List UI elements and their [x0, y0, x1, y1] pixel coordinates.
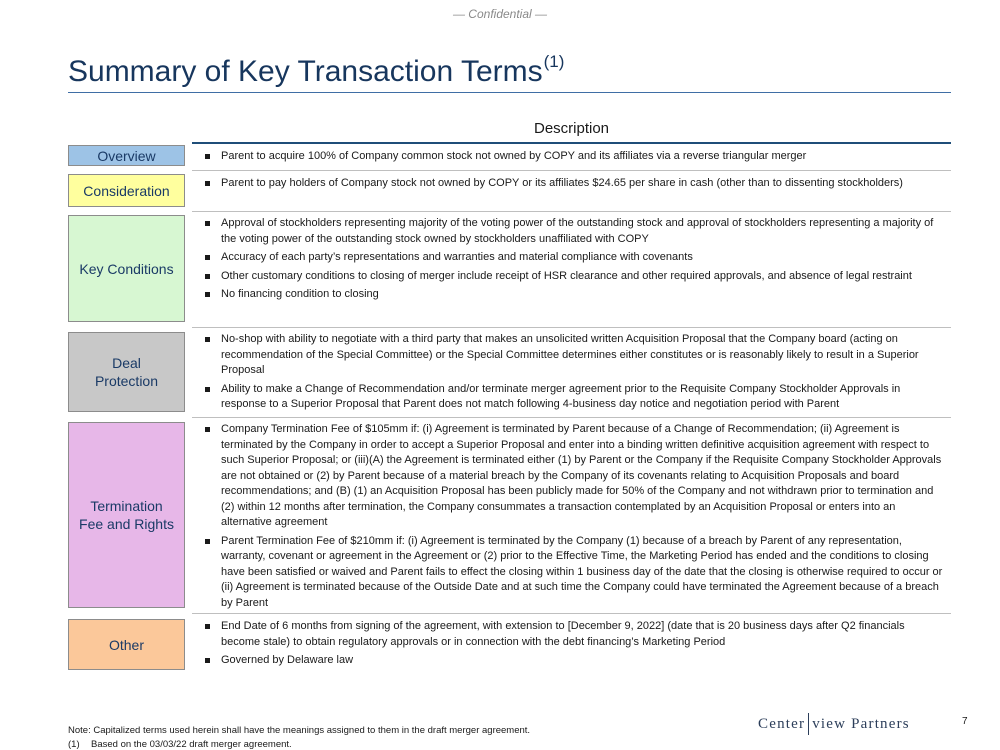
- bullet-item: No-shop with ability to negotiate with a third party that makes an unsolicited written Acquisition Proposal that the Company board (acting on recommendation of the Special Committee) or the Special Committee determines either constitutes or is reasonably likely to result in a Superior Proposal: [204, 332, 944, 379]
- footnote-1-number: (1): [68, 738, 80, 750]
- label-consideration: [68, 174, 185, 207]
- bullet-item: Other customary conditions to closing of merger include receipt of HSR clearance and other required approvals, and absence of legal restraint: [204, 269, 944, 285]
- page-title-text: Summary of Key Transaction Terms: [68, 55, 543, 88]
- bullets-deal-protection: [204, 332, 944, 416]
- label-termination: [68, 422, 185, 608]
- label-overview: [68, 145, 185, 166]
- bullet-item: Company Termination Fee of $105mm if: (i) Agreement is terminated by Parent because of a Change of Recommendation; (ii) Agreement is terminated by the Company in order to accept a Superior Proposal and enter into a binding written definitive acquisition agreement with respect to such Superior Proposal; or (iii)(A) the Agreement is terminated either (1) by Parent or the Company if the Requisite Company Stockholder Approvals are not obtained or (2) by Parent because of a material breach by the Company of its covenants relating to Acquisition Proposals and board recommendations; and (B) (1) an Acquisition Proposal has been publicly made for 50% of the Company and not withdrawn prior to termination and (2) within 12 months after termination, the Company consummates a transaction contemplated by an Acquisition Proposal or enters into an alternative agreement: [204, 422, 944, 531]
- confidential-header: — Confidential —: [452, 7, 548, 21]
- bullet-item: End Date of 6 months from signing of the agreement, with extension to [December 9, 2022] (date that is 20 business days after Q2 financials become stale) to obtain regulatory approvals or in connection with the debt financing’s Marketing Period: [204, 619, 944, 650]
- title-rule: [68, 92, 951, 93]
- title-footnote-marker: (1): [543, 52, 565, 71]
- bullet-item: Governed by Delaware law: [204, 653, 944, 669]
- label-other: [68, 619, 185, 670]
- bullets-key-conditions: [204, 216, 944, 306]
- bullet-item: Ability to make a Change of Recommendation and/or terminate merger agreement prior to the Requisite Company Stockholder Approvals in response to a Superior Proposal that Parent does not match following 4-business day notice and negotiation period with Parent: [204, 382, 944, 413]
- logo-text-right: view Partners: [812, 715, 910, 732]
- bullet-item: Parent to pay holders of Company stock not owned by COPY or its affiliates $24.65 per share in cash (other than to dissenting stockholders): [204, 176, 944, 192]
- page-title: [68, 52, 564, 89]
- label-consideration-text: Consideration: [83, 182, 170, 199]
- label-deal-protection: [68, 332, 185, 412]
- label-overview-text: Overview: [97, 147, 156, 164]
- bullet-item: No financing condition to closing: [204, 287, 944, 303]
- bullet-item: Parent Termination Fee of $210mm if: (i) Agreement is terminated by the Company (1) because of a breach by Parent of any representation, warranty, covenant or agreement in the Agreement or (2) prior to the Effective Time, the Marketing Period has ended and the conditions to closing have been satisfied or waived and Parent fails to effect the closing within 1 business day of the date that the closing is otherwise required to occur or (ii) Agreement is terminated because of the Outside Date and at such time the Company could have terminated the Agreement because of a breach by Parent: [204, 534, 944, 612]
- label-deal-protection-line2: Protection: [94, 373, 159, 389]
- row-overview: [68, 144, 951, 170]
- bullets-overview: [204, 149, 944, 168]
- logo-divider: [808, 713, 809, 735]
- bullets-other: [204, 619, 944, 672]
- bullets-termination: [204, 422, 944, 614]
- label-key-conditions-text: Key Conditions: [79, 260, 174, 277]
- footnote-1-text: Based on the 03/03/22 draft merger agreement.: [91, 738, 292, 750]
- label-key-conditions: [68, 215, 185, 322]
- centerview-logo: [758, 713, 910, 735]
- footnote-note: Note: Capitalized terms used herein shall have the meanings assigned to them in the draft merger agreement.: [68, 725, 531, 736]
- row-other: [68, 614, 951, 674]
- row-key-conditions: [68, 212, 951, 326]
- page-number: 7: [962, 716, 968, 727]
- label-termination-line1: Termination: [90, 498, 163, 514]
- bullet-item: Accuracy of each party’s representations and warranties and material compliance with covenants: [204, 250, 944, 266]
- footnotes: [68, 724, 530, 750]
- row-deal-protection: [68, 328, 951, 416]
- label-termination-line2: Fee and Rights: [79, 516, 174, 532]
- row-consideration: [68, 171, 951, 211]
- description-column-header: Description: [533, 120, 610, 137]
- bullets-consideration: [204, 176, 944, 195]
- row-termination: [68, 418, 951, 612]
- bullet-item: Approval of stockholders representing majority of the voting power of the outstanding stock and approval of stockholders representing a majority of the voting power of the outstanding stock owned by stockholders unaffiliated with COPY: [204, 216, 944, 247]
- bullet-item: Parent to acquire 100% of Company common stock not owned by COPY and its affiliates via a reverse triangular merger: [204, 149, 944, 165]
- logo-text-left: Center: [758, 715, 806, 732]
- label-other-text: Other: [108, 636, 144, 653]
- label-deal-protection-line1: Deal: [112, 355, 141, 371]
- footnote-1: [68, 738, 530, 750]
